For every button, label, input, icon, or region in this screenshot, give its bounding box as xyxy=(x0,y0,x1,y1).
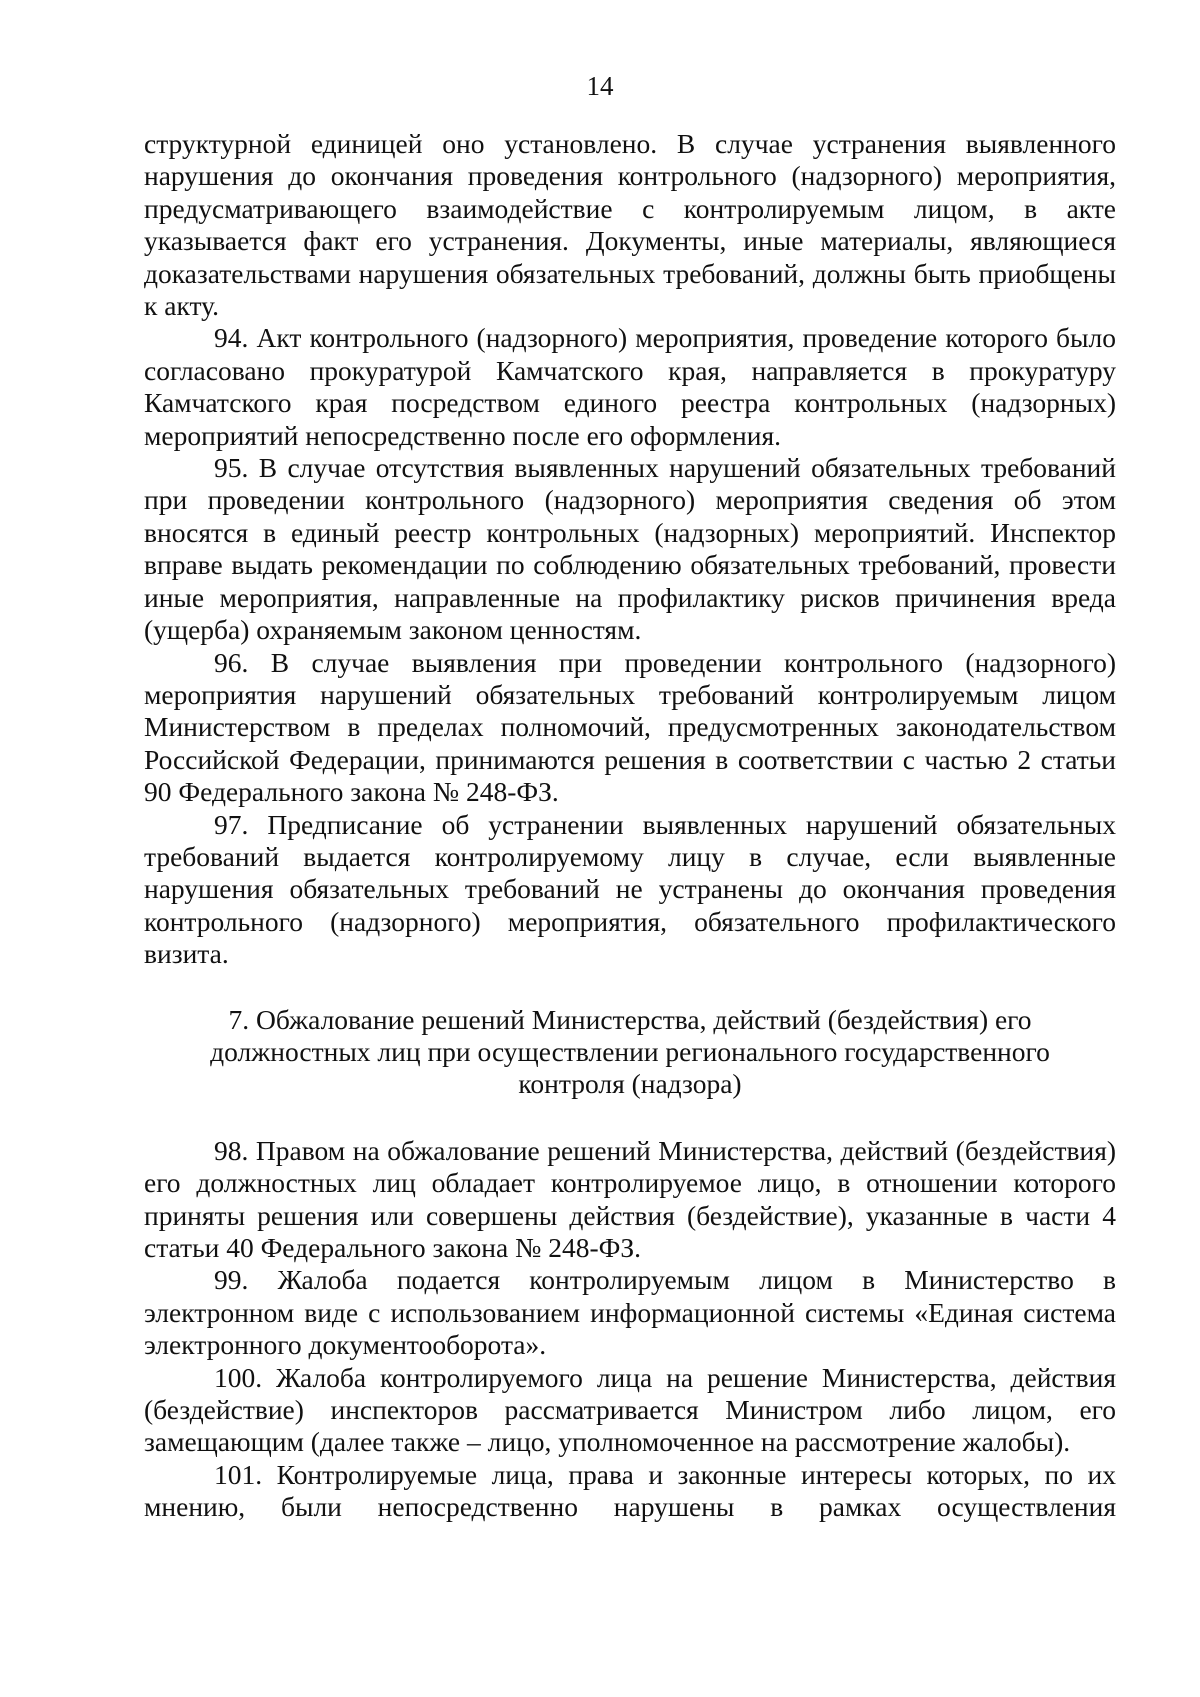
paragraph-101: 101. Контролируемые лица, права и законные интересы которых, по их мнению, были непосредственно нарушены в рамках осуществления xyxy=(144,1458,1116,1523)
paragraph-96: 96. В случае выявления при проведении контрольного (надзорного) мероприятия нарушений обязательных требований контролируемым лицом Министерством в пределах полномочий, предусмотренных законодательством Российской Федерации, принимаются решения в соответствии с частью 2 статьи 90 Федерального закона № 248-ФЗ. xyxy=(144,646,1116,808)
paragraph-100: 100. Жалоба контролируемого лица на решение Министерства, действия (бездействие) инспекторов рассматривается Министром либо лицом, его замещающим (далее также – лицо, уполномоченное на рассмотрение жалобы). xyxy=(144,1361,1116,1458)
paragraph-98: 98. Правом на обжалование решений Министерства, действий (бездействия) его должностных лиц обладает контролируемое лицо, в отношении которого приняты решения или совершены действия (бездействие), указанные в части 4 статьи 40 Федерального закона № 248-ФЗ. xyxy=(144,1134,1116,1263)
paragraph-95: 95. В случае отсутствия выявленных нарушений обязательных требований при проведении контрольного (надзорного) мероприятия сведения об этом вносятся в единый реестр контрольных (надзорных) мероприятий. Инспектор вправе выдать рекомендации по соблюдению обязательных требований, провести иные мероприятия, направленные на профилактику рисков причинения вреда (ущерба) охраняемым законом ценностям. xyxy=(144,452,1116,646)
document-body xyxy=(144,128,1116,1524)
section-heading xyxy=(144,1004,1116,1101)
paragraph-continuation: структурной единицей оно установлено. В случае устранения выявленного нарушения до окончания проведения контрольного (надзорного) мероприятия, предусматривающего взаимодействие с контролируемым лицом, в акте указывается факт его устранения. Документы, иные материалы, являющиеся доказательствами нарушения обязательных требований, должны быть приобщены к акту. xyxy=(144,128,1116,322)
paragraph-97: 97. Предписание об устранении выявленных нарушений обязательных требований выдается контролируемому лицу в случае, если выявленные нарушения обязательных требований не устранены до окончания проведения контрольного (надзорного) мероприятия, обязательного профилактического визита. xyxy=(144,808,1116,970)
paragraph-94: 94. Акт контрольного (надзорного) мероприятия, проведение которого было согласовано прокуратурой Камчатского края, направляется в прокуратуру Камчатского края посредством единого реестра контрольных (надзорных) мероприятий непосредственно после его оформления. xyxy=(144,322,1116,451)
section-heading-line-1: 7. Обжалование решений Министерства, действий (бездействия) его xyxy=(228,1003,1032,1035)
page-number: 14 xyxy=(586,71,614,101)
paragraph-99: 99. Жалоба подается контролируемым лицом в Министерство в электронном виде с использованием информационной системы «Единая система электронного документооборота». xyxy=(144,1264,1116,1361)
section-heading-line-2: должностных лиц при осуществлении регионального государственного xyxy=(210,1035,1050,1067)
section-heading-line-3: контроля (надзора) xyxy=(518,1068,742,1100)
